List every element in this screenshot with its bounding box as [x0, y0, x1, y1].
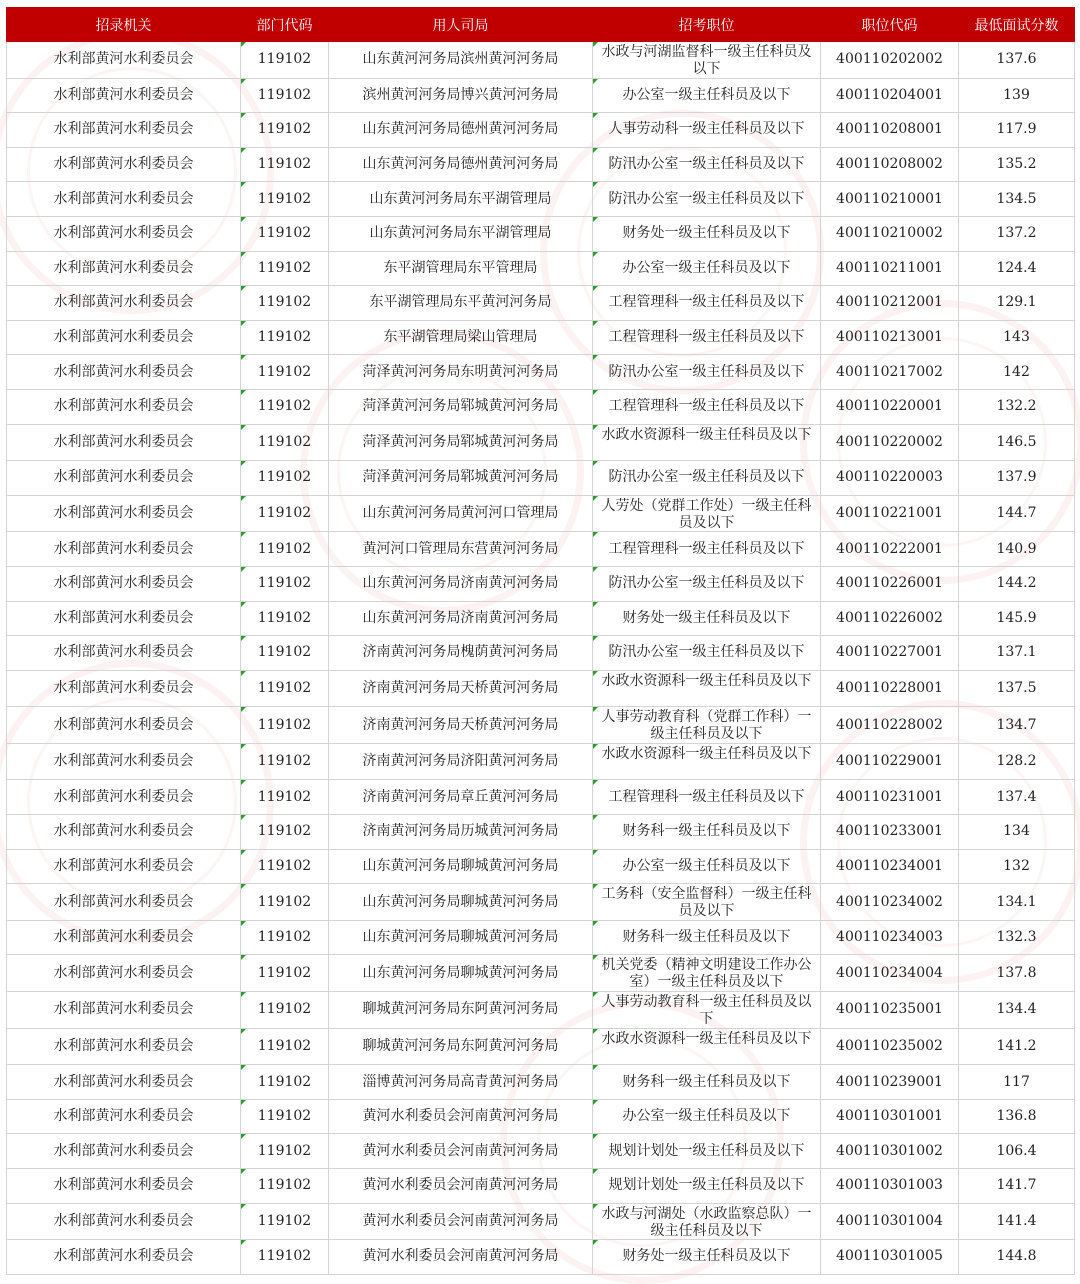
bureau-cell: 东平湖管理局东平管理局: [329, 251, 593, 286]
department-code-cell: 119102: [241, 216, 329, 251]
score-cell: 143: [959, 320, 1075, 355]
position-code-cell: 400110208002: [821, 147, 959, 182]
table-row: [7, 389, 1075, 424]
position-text: 工务科（安全监督科）一级主任科员及以下: [601, 886, 812, 918]
table-row: [7, 461, 1075, 496]
bureau-cell: 山东黄河河务局滨州黄河河务局: [329, 42, 593, 79]
table-row: [7, 78, 1075, 113]
score-cell: 134.4: [959, 992, 1075, 1029]
bureau-cell: 山东黄河河务局聊城黄河河务局: [329, 920, 593, 955]
position-code-cell: 400110234004: [821, 955, 959, 992]
position-code-cell: 400110301003: [821, 1169, 959, 1204]
score-cell: 137.5: [959, 670, 1075, 707]
score-cell: 141.7: [959, 1169, 1075, 1204]
score-cell: 124.4: [959, 251, 1075, 286]
bureau-cell: 黄河水利委员会河南黄河河务局: [329, 1169, 593, 1204]
department-code-cell: 119102: [241, 320, 329, 355]
department-code-cell: 119102: [241, 1099, 329, 1134]
position-code-cell: 400110213001: [821, 320, 959, 355]
position-code-cell: 400110301001: [821, 1099, 959, 1134]
agency-cell: 水利部黄河水利委员会: [7, 495, 241, 532]
position-cell: 防汛办公室一级主任科员及以下: [593, 566, 821, 601]
bureau-cell: 菏泽黄河河务局东明黄河河务局: [329, 355, 593, 390]
agency-cell: 水利部黄河水利委员会: [7, 920, 241, 955]
position-cell: 办公室一级主任科员及以下: [593, 849, 821, 884]
bureau-cell: 山东黄河河务局东平湖管理局: [329, 182, 593, 217]
table-row: [7, 42, 1075, 79]
position-cell: [593, 670, 821, 707]
department-code-cell: 119102: [241, 955, 329, 992]
position-text: 水政水资源科一级主任科员及以下: [601, 672, 812, 689]
interview-score-table: [6, 7, 1075, 1275]
score-cell: 137.4: [959, 780, 1075, 815]
agency-cell: 水利部黄河水利委员会: [7, 424, 241, 461]
bureau-cell: 山东黄河河务局济南黄河河务局: [329, 566, 593, 601]
position-code-cell: 400110233001: [821, 815, 959, 850]
department-code-cell: 119102: [241, 743, 329, 780]
agency-cell: 水利部黄河水利委员会: [7, 601, 241, 636]
position-cell: 工程管理科一级主任科员及以下: [593, 532, 821, 567]
bureau-cell: 菏泽黄河河务局郓城黄河河务局: [329, 424, 593, 461]
score-cell: 142: [959, 355, 1075, 390]
bureau-cell: 山东黄河河务局聊城黄河河务局: [329, 884, 593, 921]
position-code-cell: 400110226001: [821, 566, 959, 601]
position-text: 水政水资源科一级主任科员及以下: [601, 745, 812, 762]
agency-cell: 水利部黄河水利委员会: [7, 670, 241, 707]
score-cell: 140.9: [959, 532, 1075, 567]
department-code-cell: 119102: [241, 566, 329, 601]
department-code-cell: 119102: [241, 461, 329, 496]
position-code-cell: 400110202002: [821, 42, 959, 79]
position-cell: 工程管理科一级主任科员及以下: [593, 320, 821, 355]
position-text: 水政水资源科一级主任科员及以下: [601, 1030, 812, 1047]
department-code-cell: 119102: [241, 147, 329, 182]
bureau-cell: 聊城黄河河务局东阿黄河河务局: [329, 1028, 593, 1065]
table-row: [7, 424, 1075, 461]
position-cell: 防汛办公室一级主任科员及以下: [593, 182, 821, 217]
position-code-cell: 400110211001: [821, 251, 959, 286]
score-cell: 129.1: [959, 286, 1075, 321]
bureau-cell: 山东黄河河务局德州黄河河务局: [329, 113, 593, 148]
agency-cell: 水利部黄河水利委员会: [7, 1169, 241, 1204]
score-cell: 141.4: [959, 1203, 1075, 1240]
bureau-cell: 济南黄河河务局济阳黄河河务局: [329, 743, 593, 780]
table-row: [7, 495, 1075, 532]
agency-cell: 水利部黄河水利委员会: [7, 113, 241, 148]
header-hiring-bureau: 用人司局: [329, 8, 593, 42]
position-cell: 防汛办公室一级主任科员及以下: [593, 147, 821, 182]
department-code-cell: 119102: [241, 992, 329, 1029]
position-code-cell: 400110229001: [821, 743, 959, 780]
position-code-cell: 400110208001: [821, 113, 959, 148]
bureau-cell: 滨州黄河河务局博兴黄河河务局: [329, 78, 593, 113]
score-cell: 106.4: [959, 1134, 1075, 1169]
position-code-cell: 400110239001: [821, 1065, 959, 1100]
position-cell: [593, 992, 821, 1029]
bureau-cell: 山东黄河河务局德州黄河河务局: [329, 147, 593, 182]
position-cell: 财务处一级主任科员及以下: [593, 216, 821, 251]
agency-cell: 水利部黄河水利委员会: [7, 1134, 241, 1169]
department-code-cell: 119102: [241, 1169, 329, 1204]
score-cell: 134.7: [959, 707, 1075, 744]
header-recruiting-agency: 招录机关: [7, 8, 241, 42]
position-code-cell: 400110234003: [821, 920, 959, 955]
score-cell: 117.9: [959, 113, 1075, 148]
position-code-cell: 400110210002: [821, 216, 959, 251]
agency-cell: 水利部黄河水利委员会: [7, 884, 241, 921]
position-cell: 人事劳动科一级主任科员及以下: [593, 113, 821, 148]
bureau-cell: 东平湖管理局梁山管理局: [329, 320, 593, 355]
score-cell: 144.7: [959, 495, 1075, 532]
score-cell: 136.8: [959, 1099, 1075, 1134]
score-cell: 132: [959, 849, 1075, 884]
department-code-cell: 119102: [241, 1134, 329, 1169]
table-body: [7, 42, 1075, 1275]
table-row: [7, 113, 1075, 148]
bureau-cell: 菏泽黄河河务局郓城黄河河务局: [329, 389, 593, 424]
position-cell: 防汛办公室一级主任科员及以下: [593, 355, 821, 390]
bureau-cell: 黄河水利委员会河南黄河河务局: [329, 1099, 593, 1134]
agency-cell: 水利部黄河水利委员会: [7, 355, 241, 390]
table-row: [7, 1169, 1075, 1204]
score-cell: 144.8: [959, 1240, 1075, 1275]
table-row: [7, 1240, 1075, 1275]
agency-cell: 水利部黄河水利委员会: [7, 1203, 241, 1240]
table-row: [7, 884, 1075, 921]
position-code-cell: 400110231001: [821, 780, 959, 815]
department-code-cell: 119102: [241, 251, 329, 286]
agency-cell: 水利部黄河水利委员会: [7, 532, 241, 567]
agency-cell: 水利部黄河水利委员会: [7, 389, 241, 424]
position-cell: 财务科一级主任科员及以下: [593, 815, 821, 850]
table-row: [7, 636, 1075, 671]
agency-cell: 水利部黄河水利委员会: [7, 566, 241, 601]
position-text: 水政水资源科一级主任科员及以下: [601, 426, 812, 443]
position-code-cell: 400110220001: [821, 389, 959, 424]
position-cell: [593, 743, 821, 780]
bureau-cell: 山东黄河河务局东平湖管理局: [329, 216, 593, 251]
score-cell: 134.1: [959, 884, 1075, 921]
table-row: [7, 815, 1075, 850]
score-cell: 146.5: [959, 424, 1075, 461]
position-code-cell: 400110222001: [821, 532, 959, 567]
score-cell: 117: [959, 1065, 1075, 1100]
table-row: [7, 355, 1075, 390]
bureau-cell: 济南黄河河务局天桥黄河河务局: [329, 670, 593, 707]
score-cell: 139: [959, 78, 1075, 113]
position-code-cell: 400110226002: [821, 601, 959, 636]
table-row: [7, 320, 1075, 355]
table-row: [7, 566, 1075, 601]
table-row: [7, 251, 1075, 286]
table-row: [7, 147, 1075, 182]
position-code-cell: 400110220003: [821, 461, 959, 496]
department-code-cell: 119102: [241, 1028, 329, 1065]
table-row: [7, 849, 1075, 884]
position-cell: [593, 955, 821, 992]
bureau-cell: 济南黄河河务局历城黄河河务局: [329, 815, 593, 850]
position-cell: 防汛办公室一级主任科员及以下: [593, 461, 821, 496]
table-row: [7, 216, 1075, 251]
position-text: 人劳处（党群工作处）一级主任科员及以下: [601, 497, 812, 529]
bureau-cell: 菏泽黄河河务局郓城黄河河务局: [329, 461, 593, 496]
agency-cell: 水利部黄河水利委员会: [7, 286, 241, 321]
position-code-cell: 400110235002: [821, 1028, 959, 1065]
score-cell: 134: [959, 815, 1075, 850]
position-code-cell: 400110212001: [821, 286, 959, 321]
bureau-cell: 聊城黄河河务局东阿黄河河务局: [329, 992, 593, 1029]
agency-cell: 水利部黄河水利委员会: [7, 251, 241, 286]
position-cell: [593, 495, 821, 532]
position-text: 人事劳动教育科一级主任科员及以下: [601, 994, 812, 1026]
position-cell: 规划计划处一级主任科员及以下: [593, 1169, 821, 1204]
score-cell: 144.2: [959, 566, 1075, 601]
score-cell: 135.2: [959, 147, 1075, 182]
score-cell: 132.3: [959, 920, 1075, 955]
score-cell: 128.2: [959, 743, 1075, 780]
table-row: [7, 743, 1075, 780]
position-cell: 工程管理科一级主任科员及以下: [593, 286, 821, 321]
bureau-cell: 济南黄河河务局章丘黄河河务局: [329, 780, 593, 815]
table-row: [7, 601, 1075, 636]
position-cell: 办公室一级主任科员及以下: [593, 78, 821, 113]
bureau-cell: 山东黄河河务局黄河河口管理局: [329, 495, 593, 532]
bureau-cell: 淄博黄河河务局高青黄河河务局: [329, 1065, 593, 1100]
bureau-cell: 山东黄河河务局聊城黄河河务局: [329, 849, 593, 884]
bureau-cell: 黄河水利委员会河南黄河河务局: [329, 1240, 593, 1275]
position-code-cell: 400110220002: [821, 424, 959, 461]
department-code-cell: 119102: [241, 707, 329, 744]
department-code-cell: 119102: [241, 495, 329, 532]
department-code-cell: 119102: [241, 182, 329, 217]
department-code-cell: 119102: [241, 849, 329, 884]
position-cell: [593, 42, 821, 79]
department-code-cell: 119102: [241, 355, 329, 390]
position-cell: [593, 707, 821, 744]
bureau-cell: 山东黄河河务局济南黄河河务局: [329, 601, 593, 636]
agency-cell: 水利部黄河水利委员会: [7, 707, 241, 744]
agency-cell: 水利部黄河水利委员会: [7, 1099, 241, 1134]
table-row: [7, 1134, 1075, 1169]
position-code-cell: 400110234002: [821, 884, 959, 921]
bureau-cell: 济南黄河河务局天桥黄河河务局: [329, 707, 593, 744]
agency-cell: 水利部黄河水利委员会: [7, 636, 241, 671]
bureau-cell: 山东黄河河务局聊城黄河河务局: [329, 955, 593, 992]
position-cell: 规划计划处一级主任科员及以下: [593, 1134, 821, 1169]
agency-cell: 水利部黄河水利委员会: [7, 1240, 241, 1275]
bureau-cell: 济南黄河河务局槐荫黄河河务局: [329, 636, 593, 671]
position-cell: 办公室一级主任科员及以下: [593, 251, 821, 286]
position-code-cell: 400110234001: [821, 849, 959, 884]
position-code-cell: 400110235001: [821, 992, 959, 1029]
agency-cell: 水利部黄河水利委员会: [7, 1028, 241, 1065]
score-cell: 137.9: [959, 461, 1075, 496]
position-text: 人事劳动教育科（党群工作科）一级主任科员及以下: [601, 709, 812, 741]
table-row: [7, 1203, 1075, 1240]
position-code-cell: 400110227001: [821, 636, 959, 671]
table-row: [7, 1099, 1075, 1134]
bureau-cell: 黄河水利委员会河南黄河河务局: [329, 1203, 593, 1240]
department-code-cell: 119102: [241, 424, 329, 461]
department-code-cell: 119102: [241, 1065, 329, 1100]
agency-cell: 水利部黄河水利委员会: [7, 1065, 241, 1100]
table-header-row: [7, 8, 1075, 42]
agency-cell: 水利部黄河水利委员会: [7, 320, 241, 355]
table-row: [7, 182, 1075, 217]
position-code-cell: 400110217002: [821, 355, 959, 390]
position-cell: [593, 1028, 821, 1065]
position-code-cell: 400110301004: [821, 1203, 959, 1240]
department-code-cell: 119102: [241, 42, 329, 79]
department-code-cell: 119102: [241, 1240, 329, 1275]
department-code-cell: 119102: [241, 780, 329, 815]
position-text: 机关党委（精神文明建设工作办公室）一级主任科员及以下: [601, 957, 812, 989]
table-row: [7, 780, 1075, 815]
position-cell: [593, 424, 821, 461]
position-code-cell: 400110301005: [821, 1240, 959, 1275]
department-code-cell: 119102: [241, 601, 329, 636]
score-cell: 137.8: [959, 955, 1075, 992]
table-row: [7, 286, 1075, 321]
department-code-cell: 119102: [241, 884, 329, 921]
score-cell: 137.1: [959, 636, 1075, 671]
agency-cell: 水利部黄河水利委员会: [7, 849, 241, 884]
table-row: [7, 532, 1075, 567]
position-code-cell: 400110228001: [821, 670, 959, 707]
agency-cell: 水利部黄河水利委员会: [7, 743, 241, 780]
position-cell: 工程管理科一级主任科员及以下: [593, 780, 821, 815]
agency-cell: 水利部黄河水利委员会: [7, 461, 241, 496]
bureau-cell: 黄河水利委员会河南黄河河务局: [329, 1134, 593, 1169]
position-cell: 财务科一级主任科员及以下: [593, 1065, 821, 1100]
department-code-cell: 119102: [241, 636, 329, 671]
header-position: 招考职位: [593, 8, 821, 42]
header-position-code: 职位代码: [821, 8, 959, 42]
position-cell: [593, 1203, 821, 1240]
table-row: [7, 920, 1075, 955]
score-cell: 132.2: [959, 389, 1075, 424]
score-cell: 137.6: [959, 42, 1075, 79]
bureau-cell: 黄河河口管理局东营黄河河务局: [329, 532, 593, 567]
position-code-cell: 400110221001: [821, 495, 959, 532]
score-cell: 134.5: [959, 182, 1075, 217]
department-code-cell: 119102: [241, 286, 329, 321]
table-row: [7, 992, 1075, 1029]
score-cell: 141.2: [959, 1028, 1075, 1065]
department-code-cell: 119102: [241, 670, 329, 707]
position-cell: 财务处一级主任科员及以下: [593, 1240, 821, 1275]
header-min-interview-score: 最低面试分数: [959, 8, 1075, 42]
agency-cell: 水利部黄河水利委员会: [7, 182, 241, 217]
department-code-cell: 119102: [241, 78, 329, 113]
position-text: 水政与河湖监督科一级主任科员及以下: [601, 44, 812, 75]
position-cell: 财务处一级主任科员及以下: [593, 601, 821, 636]
agency-cell: 水利部黄河水利委员会: [7, 78, 241, 113]
agency-cell: 水利部黄河水利委员会: [7, 955, 241, 992]
agency-cell: 水利部黄河水利委员会: [7, 780, 241, 815]
department-code-cell: 119102: [241, 389, 329, 424]
department-code-cell: 119102: [241, 113, 329, 148]
position-cell: 防汛办公室一级主任科员及以下: [593, 636, 821, 671]
agency-cell: 水利部黄河水利委员会: [7, 216, 241, 251]
position-code-cell: 400110210001: [821, 182, 959, 217]
agency-cell: 水利部黄河水利委员会: [7, 992, 241, 1029]
position-cell: 财务科一级主任科员及以下: [593, 920, 821, 955]
score-cell: 145.9: [959, 601, 1075, 636]
bureau-cell: 东平湖管理局东平黄河河务局: [329, 286, 593, 321]
agency-cell: 水利部黄河水利委员会: [7, 147, 241, 182]
position-cell: [593, 884, 821, 921]
department-code-cell: 119102: [241, 1203, 329, 1240]
agency-cell: 水利部黄河水利委员会: [7, 815, 241, 850]
position-cell: 工程管理科一级主任科员及以下: [593, 389, 821, 424]
table-row: [7, 670, 1075, 707]
position-cell: 办公室一级主任科员及以下: [593, 1099, 821, 1134]
table-row: [7, 1028, 1075, 1065]
position-code-cell: 400110228002: [821, 707, 959, 744]
department-code-cell: 119102: [241, 815, 329, 850]
header-department-code: 部门代码: [241, 8, 329, 42]
table-row: [7, 1065, 1075, 1100]
department-code-cell: 119102: [241, 920, 329, 955]
position-code-cell: 400110204001: [821, 78, 959, 113]
position-text: 水政与河湖处（水政监察总队）一级主任科员及以下: [601, 1205, 812, 1237]
agency-cell: 水利部黄河水利委员会: [7, 42, 241, 79]
position-code-cell: 400110301002: [821, 1134, 959, 1169]
score-cell: 137.2: [959, 216, 1075, 251]
department-code-cell: 119102: [241, 532, 329, 567]
table-row: [7, 955, 1075, 992]
table-row: [7, 707, 1075, 744]
